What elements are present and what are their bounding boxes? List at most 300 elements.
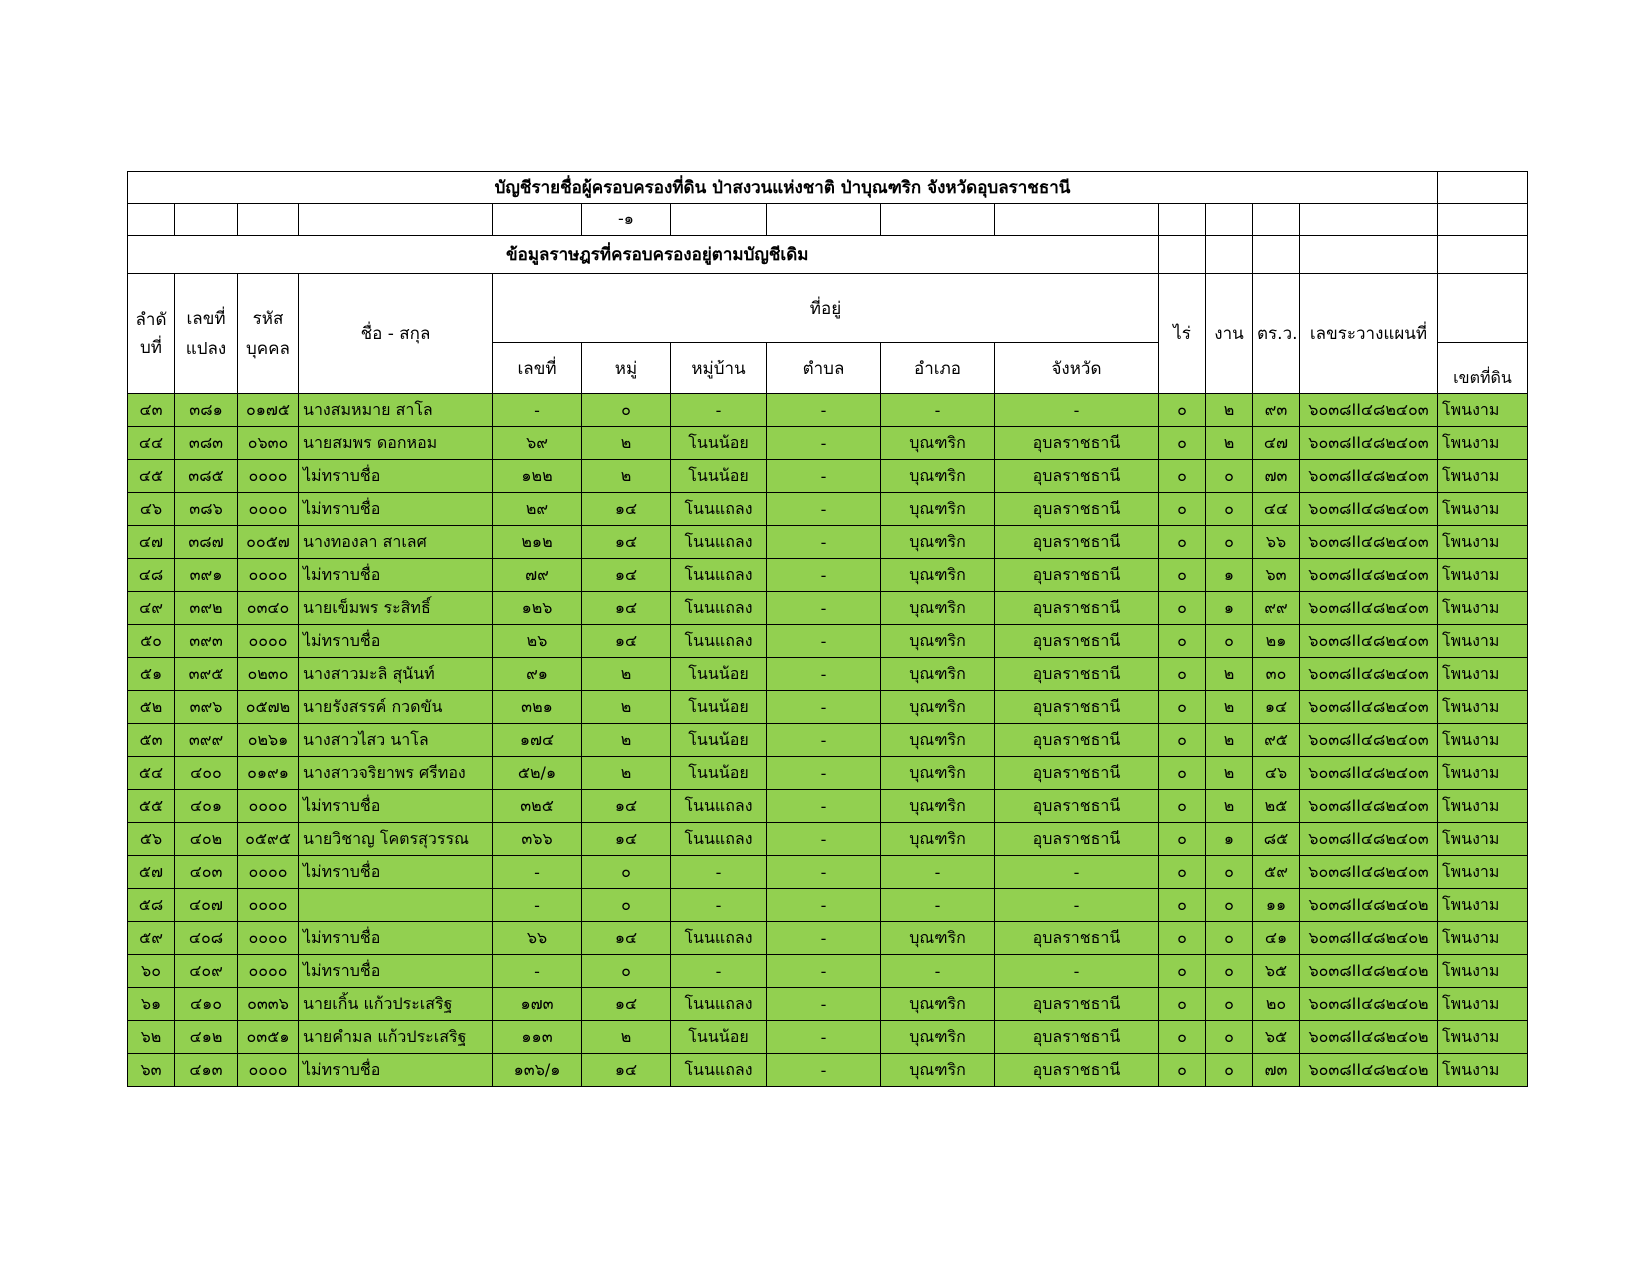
cell-land-zone: โพนงาม [1438,790,1528,823]
cell-map-sheet: ๖๐๓๘II๔๘๒๔๐๒ [1300,922,1438,955]
header-sqwa: ตร.ว. [1253,274,1300,394]
cell-house-no: ๗๙ [493,559,582,592]
cell-land-zone: โพนงาม [1438,889,1528,922]
cell-order: ๔๗ [128,526,175,559]
cell-house-no: ๑๓๖/๑ [493,1054,582,1087]
cell-order: ๕๒ [128,691,175,724]
cell-tambon: - [767,691,881,724]
cell-sqwa: ๖๓ [1253,559,1300,592]
cell-tambon: - [767,955,881,988]
cell-house-no: - [493,889,582,922]
cell-amphoe: บุณฑริก [881,922,995,955]
cell-sqwa: ๗๓ [1253,460,1300,493]
cell-parcel: ๔๐๒ [175,823,238,856]
cell-person-code: ๐๐๐๐ [238,460,299,493]
cell-person-code: ๐๒๖๑ [238,724,299,757]
cell-ngan: ๐ [1206,493,1253,526]
cell-province: อุบลราชธานี [995,922,1159,955]
table-row [128,988,1528,1021]
cell-name: ไม่ทราบชื่อ [299,625,493,658]
cell-village: โนนแถลง [671,823,767,856]
cell-map-sheet: ๖๐๓๘II๔๘๒๔๐๓ [1300,559,1438,592]
cell-amphoe: บุณฑริก [881,493,995,526]
cell-province: อุบลราชธานี [995,757,1159,790]
cell-amphoe: บุณฑริก [881,460,995,493]
cell-ngan: ๐ [1206,988,1253,1021]
cell-map-sheet: ๖๐๓๘II๔๘๒๔๐๒ [1300,889,1438,922]
cell-parcel: ๓๙๑ [175,559,238,592]
cell-land-zone: โพนงาม [1438,1054,1528,1087]
cell-person-code: ๐๐๐๐ [238,493,299,526]
cell-parcel: ๓๘๗ [175,526,238,559]
cell-rai: ๐ [1159,922,1206,955]
cell-map-sheet: ๖๐๓๘II๔๘๒๔๐๒ [1300,988,1438,1021]
cell-land-zone: โพนงาม [1438,625,1528,658]
header-rai: ไร่ [1159,274,1206,394]
cell-house-no: ๒๙ [493,493,582,526]
cell-tambon: - [767,889,881,922]
cell-amphoe: - [881,856,995,889]
cell-person-code: ๐๕๙๕ [238,823,299,856]
cell-tambon: - [767,724,881,757]
cell-tambon: - [767,394,881,427]
cell-order: ๕๔ [128,757,175,790]
cell-order: ๕๖ [128,823,175,856]
table-row [128,790,1528,823]
blank-cell [671,204,767,236]
cell-house-no: ๒๑๒ [493,526,582,559]
cell-village: โนนน้อย [671,757,767,790]
cell-ngan: ๒ [1206,757,1253,790]
cell-name [299,889,493,922]
cell-sqwa: ๑๑ [1253,889,1300,922]
cell-ngan: ๐ [1206,922,1253,955]
cell-village: โนนแถลง [671,790,767,823]
blank-cell [238,204,299,236]
table-row [128,493,1528,526]
cell-village: โนนแถลง [671,559,767,592]
cell-sqwa: ๙๓ [1253,394,1300,427]
cell-map-sheet: ๖๐๓๘II๔๘๒๔๐๓ [1300,394,1438,427]
cell-order: ๕๑ [128,658,175,691]
cell-rai: ๐ [1159,460,1206,493]
cell-moo: ๒ [582,1021,671,1054]
cell-tambon: - [767,460,881,493]
cell-sqwa: ๘๕ [1253,823,1300,856]
cell-tambon: - [767,592,881,625]
blank-cell [1438,204,1528,236]
cell-moo: ๑๔ [582,526,671,559]
cell-land-zone: โพนงาม [1438,658,1528,691]
cell-amphoe: - [881,889,995,922]
cell-name: นายเกิ้น แก้วประเสริฐ [299,988,493,1021]
cell-name: ไม่ทราบชื่อ [299,1054,493,1087]
cell-rai: ๐ [1159,493,1206,526]
cell-parcel: ๔๑๓ [175,1054,238,1087]
cell-person-code: ๐๓๔๐ [238,592,299,625]
table-row [128,394,1528,427]
cell-village: โนนน้อย [671,1021,767,1054]
cell-rai: ๐ [1159,1054,1206,1087]
table-row [128,757,1528,790]
cell-ngan: ๐ [1206,625,1253,658]
cell-tambon: - [767,790,881,823]
cell-rai: ๐ [1159,691,1206,724]
cell-moo: ๑๔ [582,592,671,625]
cell-rai: ๐ [1159,394,1206,427]
cell-village: โนนแถลง [671,493,767,526]
cell-moo: ๑๔ [582,1054,671,1087]
header-tambon: ตำบล [767,343,881,394]
cell-map-sheet: ๖๐๓๘II๔๘๒๔๐๒ [1300,1054,1438,1087]
cell-village: โนนแถลง [671,988,767,1021]
table-row [128,955,1528,988]
cell-amphoe: บุณฑริก [881,988,995,1021]
cell-moo: ๑๔ [582,625,671,658]
cell-sqwa: ๙๙ [1253,592,1300,625]
cell-village: โนนน้อย [671,460,767,493]
table-row [128,1054,1528,1087]
cell-parcel: ๓๘๓ [175,427,238,460]
cell-name: นางสมหมาย สาโล [299,394,493,427]
header-address: ที่อยู่ [493,274,1159,343]
header-name: ชื่อ - สกุล [299,274,493,394]
cell-tambon: - [767,823,881,856]
cell-person-code: ๐๐๐๐ [238,856,299,889]
cell-person-code: ๐๑๗๕ [238,394,299,427]
header-order: ลำดับที่ [128,274,175,394]
cell-amphoe: บุณฑริก [881,526,995,559]
cell-land-zone: โพนงาม [1438,955,1528,988]
cell-parcel: ๔๐๑ [175,790,238,823]
cell-rai: ๐ [1159,988,1206,1021]
cell-map-sheet: ๖๐๓๘II๔๘๒๔๐๒ [1300,1021,1438,1054]
cell-sqwa: ๔๗ [1253,427,1300,460]
cell-parcel: ๓๘๕ [175,460,238,493]
blank-cell [1206,204,1253,236]
cell-house-no: ๑๗๓ [493,988,582,1021]
header-amphoe: อำเภอ [881,343,995,394]
cell-amphoe: บุณฑริก [881,1021,995,1054]
cell-village: โนนแถลง [671,1054,767,1087]
cell-name: นางสาวไสว นาโล [299,724,493,757]
cell-sqwa: ๒๑ [1253,625,1300,658]
cell-map-sheet: ๖๐๓๘II๔๘๒๔๐๓ [1300,823,1438,856]
page-number: -๑ [582,204,671,236]
header-parcel: เลขที่แปลง [175,274,238,394]
cell-house-no: - [493,856,582,889]
cell-order: ๕๙ [128,922,175,955]
cell-person-code: ๐๐๐๐ [238,1054,299,1087]
cell-order: ๕๕ [128,790,175,823]
header-province: จังหวัด [995,343,1159,394]
cell-name: ไม่ทราบชื่อ [299,856,493,889]
cell-ngan: ๑ [1206,559,1253,592]
cell-parcel: ๔๐๘ [175,922,238,955]
cell-order: ๖๓ [128,1054,175,1087]
cell-moo: ๐ [582,856,671,889]
cell-moo: ๐ [582,889,671,922]
blank-cell [299,204,493,236]
cell-name: ไม่ทราบชื่อ [299,559,493,592]
blank-cell [1159,236,1206,274]
cell-village: โนนแถลง [671,625,767,658]
cell-amphoe: - [881,955,995,988]
cell-person-code: ๐๐๐๐ [238,625,299,658]
cell-name: ไม่ทราบชื่อ [299,955,493,988]
cell-name: นายเข็มพร ระสิทธิ์ [299,592,493,625]
cell-house-no: ๓๒๑ [493,691,582,724]
blank-cell [1300,204,1438,236]
cell-tambon: - [767,559,881,592]
cell-rai: ๐ [1159,526,1206,559]
cell-map-sheet: ๖๐๓๘II๔๘๒๔๐๓ [1300,427,1438,460]
cell-province: อุบลราชธานี [995,460,1159,493]
table-row [128,559,1528,592]
cell-land-zone: โพนงาม [1438,526,1528,559]
blank-cell [767,204,881,236]
cell-ngan: ๐ [1206,1054,1253,1087]
cell-sqwa: ๔๔ [1253,493,1300,526]
cell-ngan: ๐ [1206,1021,1253,1054]
cell-village: โนนแถลง [671,526,767,559]
cell-tambon: - [767,988,881,1021]
cell-parcel: ๓๙๒ [175,592,238,625]
cell-village: - [671,955,767,988]
cell-parcel: ๔๐๐ [175,757,238,790]
cell-land-zone: โพนงาม [1438,493,1528,526]
cell-land-zone: โพนงาม [1438,988,1528,1021]
cell-house-no: ๑๒๖ [493,592,582,625]
cell-amphoe: บุณฑริก [881,1054,995,1087]
table-row [128,427,1528,460]
cell-ngan: ๒ [1206,691,1253,724]
cell-parcel: ๔๐๓ [175,856,238,889]
cell-person-code: ๐๐๕๗ [238,526,299,559]
table-row [128,1021,1528,1054]
cell-province: อุบลราชธานี [995,691,1159,724]
cell-name: นายคำมล แก้วประเสริฐ [299,1021,493,1054]
cell-land-zone: โพนงาม [1438,559,1528,592]
cell-village: - [671,394,767,427]
cell-amphoe: บุณฑริก [881,691,995,724]
cell-sqwa: ๖๕ [1253,955,1300,988]
cell-ngan: ๑ [1206,592,1253,625]
cell-tambon: - [767,427,881,460]
cell-amphoe: บุณฑริก [881,823,995,856]
cell-parcel: ๔๐๗ [175,889,238,922]
cell-province: อุบลราชธานี [995,493,1159,526]
cell-province: อุบลราชธานี [995,790,1159,823]
header-ngan: งาน [1206,274,1253,394]
cell-map-sheet: ๖๐๓๘II๔๘๒๔๐๓ [1300,493,1438,526]
cell-name: ไม่ทราบชื่อ [299,460,493,493]
table-row [128,922,1528,955]
cell-order: ๖๒ [128,1021,175,1054]
cell-ngan: ๑ [1206,823,1253,856]
table-row [128,823,1528,856]
cell-village: โนนแถลง [671,592,767,625]
cell-rai: ๐ [1159,889,1206,922]
cell-map-sheet: ๖๐๓๘II๔๘๒๔๐๓ [1300,592,1438,625]
cell-moo: ๑๔ [582,559,671,592]
cell-sqwa: ๗๓ [1253,1054,1300,1087]
cell-ngan: ๒ [1206,427,1253,460]
cell-province: อุบลราชธานี [995,988,1159,1021]
cell-person-code: ๐๑๙๑ [238,757,299,790]
cell-house-no: - [493,394,582,427]
cell-house-no: ๖๙ [493,427,582,460]
table-row [128,526,1528,559]
cell-province: อุบลราชธานี [995,823,1159,856]
header-person-code: รหัสบุคคล [238,274,299,394]
blank-cell [881,204,995,236]
cell-order: ๔๓ [128,394,175,427]
cell-person-code: ๐๐๐๐ [238,922,299,955]
cell-map-sheet: ๖๐๓๘II๔๘๒๔๐๓ [1300,757,1438,790]
cell-name: นายวิชาญ โคตรสุวรรณ [299,823,493,856]
blank-cell [128,204,175,236]
cell-tambon: - [767,856,881,889]
cell-name: นางทองลา สาเลศ [299,526,493,559]
cell-ngan: ๐ [1206,460,1253,493]
cell-map-sheet: ๖๐๓๘II๔๘๒๔๐๓ [1300,724,1438,757]
cell-parcel: ๔๑๒ [175,1021,238,1054]
cell-order: ๕๐ [128,625,175,658]
cell-moo: ๒ [582,460,671,493]
cell-amphoe: - [881,394,995,427]
cell-land-zone: โพนงาม [1438,724,1528,757]
cell-map-sheet: ๖๐๓๘II๔๘๒๔๐๓ [1300,460,1438,493]
header-moo: หมู่ [582,343,671,394]
cell-order: ๔๙ [128,592,175,625]
cell-ngan: ๒ [1206,394,1253,427]
cell-map-sheet: ๖๐๓๘II๔๘๒๔๐๓ [1300,790,1438,823]
cell-amphoe: บุณฑริก [881,757,995,790]
cell-land-zone: โพนงาม [1438,823,1528,856]
cell-house-no: ๒๖ [493,625,582,658]
cell-name: ไม่ทราบชื่อ [299,922,493,955]
cell-parcel: ๓๙๖ [175,691,238,724]
cell-province: - [995,889,1159,922]
cell-ngan: ๐ [1206,955,1253,988]
cell-rai: ๐ [1159,757,1206,790]
cell-moo: ๑๔ [582,922,671,955]
cell-moo: ๑๔ [582,790,671,823]
cell-house-no: ๑๑๓ [493,1021,582,1054]
cell-land-zone: โพนงาม [1438,757,1528,790]
cell-rai: ๐ [1159,955,1206,988]
cell-province: อุบลราชธานี [995,427,1159,460]
blank-cell [1253,236,1300,274]
cell-house-no: - [493,955,582,988]
cell-province: อุบลราชธานี [995,658,1159,691]
header-village: หมู่บ้าน [671,343,767,394]
cell-land-zone: โพนงาม [1438,691,1528,724]
header-house-no: เลขที่ [493,343,582,394]
cell-sqwa: ๔๑ [1253,922,1300,955]
cell-amphoe: บุณฑริก [881,724,995,757]
cell-province: อุบลราชธานี [995,1021,1159,1054]
cell-province: อุบลราชธานี [995,592,1159,625]
cell-moo: ๒ [582,427,671,460]
cell-sqwa: ๔๖ [1253,757,1300,790]
cell-map-sheet: ๖๐๓๘II๔๘๒๔๐๓ [1300,625,1438,658]
cell-map-sheet: ๖๐๓๘II๔๘๒๔๐๓ [1300,526,1438,559]
cell-tambon: - [767,526,881,559]
table-row [128,625,1528,658]
cell-amphoe: บุณฑริก [881,658,995,691]
cell-rai: ๐ [1159,427,1206,460]
section-subtitle: ข้อมูลราษฎรที่ครอบครองอยู่ตามบัญชีเดิม [128,236,1159,274]
cell-province: - [995,955,1159,988]
blank-cell [1159,204,1206,236]
cell-land-zone: โพนงาม [1438,922,1528,955]
cell-house-no: ๓๒๕ [493,790,582,823]
cell-house-no: ๑๒๒ [493,460,582,493]
table-row [128,856,1528,889]
cell-map-sheet: ๖๐๓๘II๔๘๒๔๐๓ [1300,658,1438,691]
header-land-zone: เขตที่ดิน [1438,343,1528,394]
cell-parcel: ๓๘๖ [175,493,238,526]
cell-moo: ๒ [582,658,671,691]
cell-amphoe: บุณฑริก [881,427,995,460]
cell-order: ๖๐ [128,955,175,988]
blank-cell [493,204,582,236]
cell-village: - [671,889,767,922]
cell-name: ไม่ทราบชื่อ [299,790,493,823]
cell-parcel: ๓๙๙ [175,724,238,757]
cell-name: นายสมพร ดอกหอม [299,427,493,460]
cell-name: นายรังสรรค์ กวดขัน [299,691,493,724]
cell-house-no: ๓๖๖ [493,823,582,856]
cell-sqwa: ๓๐ [1253,658,1300,691]
cell-sqwa: ๒๐ [1253,988,1300,1021]
cell-land-zone: โพนงาม [1438,1021,1528,1054]
cell-village: - [671,856,767,889]
cell-person-code: ๐๖๓๐ [238,427,299,460]
cell-tambon: - [767,493,881,526]
cell-sqwa: ๖๕ [1253,1021,1300,1054]
cell-ngan: ๐ [1206,856,1253,889]
cell-map-sheet: ๖๐๓๘II๔๘๒๔๐๓ [1300,856,1438,889]
cell-moo: ๒ [582,724,671,757]
cell-rai: ๐ [1159,790,1206,823]
cell-sqwa: ๖๖ [1253,526,1300,559]
cell-ngan: ๐ [1206,889,1253,922]
cell-parcel: ๔๑๐ [175,988,238,1021]
table-row [128,724,1528,757]
cell-name: นางสาวจริยาพร ศรีทอง [299,757,493,790]
cell-rai: ๐ [1159,724,1206,757]
cell-rai: ๐ [1159,592,1206,625]
cell-moo: ๑๔ [582,988,671,1021]
cell-sqwa: ๕๙ [1253,856,1300,889]
cell-person-code: ๐๓๓๖ [238,988,299,1021]
cell-province: อุบลราชธานี [995,724,1159,757]
cell-village: โนนน้อย [671,691,767,724]
table-row [128,658,1528,691]
cell-order: ๖๑ [128,988,175,1021]
cell-house-no: ๖๖ [493,922,582,955]
cell-parcel: ๓๙๓ [175,625,238,658]
table-row [128,460,1528,493]
cell-order: ๔๕ [128,460,175,493]
blank-cell [175,204,238,236]
table-row [128,691,1528,724]
cell-land-zone: โพนงาม [1438,394,1528,427]
cell-parcel: ๓๘๑ [175,394,238,427]
